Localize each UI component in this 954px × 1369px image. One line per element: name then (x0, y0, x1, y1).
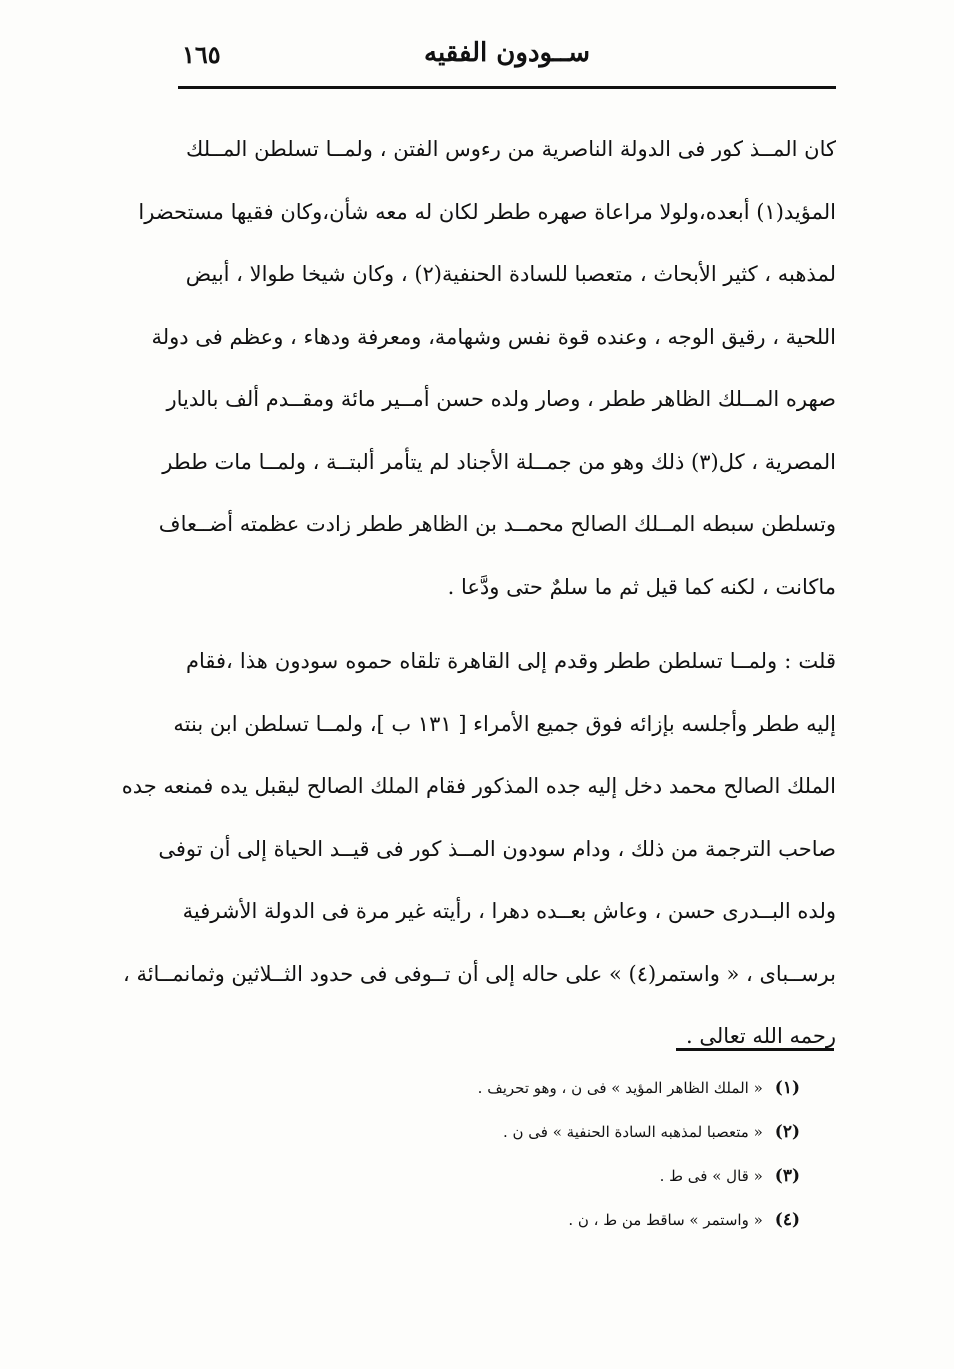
text-line: رحمه الله تعالى . (686, 1024, 836, 1048)
text-line: المصرية ، كل(٣) ذلك وهو من جمــلة الأجناد لم يتأمر ألبتــة ، ولمــا مات ططر (162, 449, 836, 474)
main-text (121, 118, 836, 1068)
text-line: وتسلطن سبطه المــلك الصالح محمــد بن الظاهر ططر زادت عظمته أضــعاف (158, 512, 836, 536)
footnote-number: (٤) (774, 1210, 800, 1230)
footnote-text: « واستمر » ساقط من ط ، ن . (568, 1211, 763, 1229)
footnote-number: (١) (774, 1078, 800, 1098)
text-line: صهره المــلك الظاهر ططر ، وصار ولده حسن أمــير مائة ومقــدم ألف بالديار (166, 387, 836, 411)
text-line: المؤيد(١) أبعده،ولولا مراعاة صهره ططر لكان له معه شأن،وكان فقيها مستحضرا (138, 199, 836, 224)
paragraph-2 (121, 630, 836, 1068)
text-line: الملك الصالح محمد دخل إليه جده المذكور فقام الملك الصالح ليقبل يده فمنعه جده (121, 774, 836, 798)
footnote-2 (420, 1110, 800, 1154)
footnote-text: « قال » فى ط . (659, 1167, 763, 1185)
text-line: كان المــذ كور فى الدولة الناصرية من رءوس الفتن ، ولمــا تسلطن المــلك (186, 137, 836, 161)
text-line: اللحية ، رقيق الوجه ، وعنده قوة نفس وشهامة، ومعرفة ودهاء ، وعظم فى دولة (151, 324, 836, 349)
text-line: ولده البــدرى حسن ، وعاش بعــده دهرا ، رأيته غير مرة فى الدولة الأشرفية (182, 899, 836, 923)
header-rule (178, 86, 836, 89)
text-line: لمذهبه ، كثير الأبحاث ، متعصبا للسادة الحنفية(٢) ، وكان شيخا طوالا ، أبيض (185, 262, 836, 286)
text-line: ماكانت ، لكنه كما قيل ثم ما سلمٌ حتى ودَّعا . (447, 574, 836, 599)
footnote-number: (٢) (774, 1122, 800, 1142)
running-header (178, 30, 836, 86)
footnote-rule (676, 1048, 834, 1051)
footnotes (420, 1066, 800, 1242)
footnote-1 (420, 1066, 800, 1110)
text-line: إليه ططر وأجلسه بإزائه فوق جميع الأمراء [ ١٣١ ب ]، ولمــا تسلطن ابن بنته (173, 711, 836, 736)
paragraph-1 (138, 118, 836, 618)
footnote-text: « الملك الظاهر المؤيد » فى ن ، وهو تحريف . (477, 1079, 763, 1097)
footnote-number: (٣) (774, 1166, 800, 1186)
text-line: برســباى ، « واستمر(٤) » على حاله إلى أن تــوفى فى حدود الثــلاثين وثمانمــائة ، (122, 961, 836, 986)
page-number: ١٦٥ (182, 40, 221, 69)
footnote-4 (420, 1198, 800, 1242)
running-title: ســودون الفقيه (424, 38, 590, 68)
footnote-text: « متعصبا لمذهبه السادة الحنفية » فى ن . (502, 1123, 763, 1141)
text-line: صاحب الترجمة من ذلك ، ودام سودون المــذ كور فى قيــد الحياة إلى أن توفى (158, 836, 836, 861)
footnote-3 (420, 1154, 800, 1198)
text-line: قلت : ولمــا تسلطن ططر وقدم إلى القاهرة تلقاه حموه سودون هذا ،فقام (186, 649, 836, 673)
